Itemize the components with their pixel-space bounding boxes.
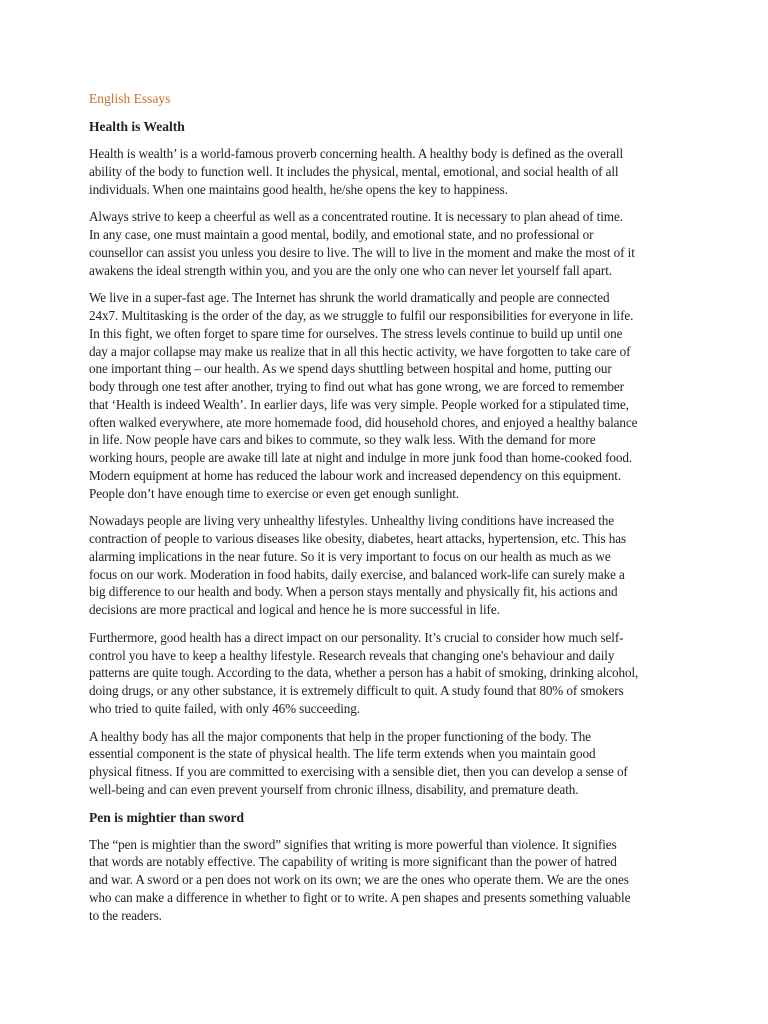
paragraph-line: awakens the ideal strength within you, and you are the only one who can never let yourself fall apart. (89, 262, 612, 278)
paragraph-line: counsellor can assist you unless you desire to live. The will to live in the moment and make the most of it (89, 244, 635, 260)
paragraph-line: People don’t have enough time to exercise or even get enough sunlight. (89, 485, 459, 501)
essay-paragraph (89, 512, 679, 619)
paragraph-line: The “pen is mightier than the sword” signifies that writing is more powerful than violence. It signifies (89, 836, 617, 852)
paragraph-line: Furthermore, good health has a direct impact on our personality. It’s crucial to consider how much self- (89, 629, 624, 645)
paragraph-line: control you have to keep a healthy lifestyle. Research reveals that changing one's behaviour and daily (89, 647, 615, 663)
paragraph-line: working hours, people are awake till late at night and indulge in more junk food than home-cooked food. (89, 450, 633, 465)
paragraph-line: In this fight, we often forget to spare time for ourselves. The stress levels continue to build up until one (89, 325, 623, 341)
document-header: English Essays (89, 91, 171, 106)
paragraph-line: ability of the body to function well. It includes the physical, mental, emotional, and social health of all (89, 163, 619, 179)
document-page (89, 90, 679, 934)
paragraph-line: that ‘Health is indeed Wealth’. In earlier days, life was very simple. People worked for a stipulated time, (89, 396, 629, 412)
paragraph-line: Nowadays people are living very unhealthy lifestyles. Unhealthy living conditions have increased the (89, 513, 615, 529)
paragraph-line: one important thing – our health. As we spend days shuttling between hospital and home, putting our (89, 361, 612, 377)
paragraph-line: Health is wealth’ is a world-famous proverb concerning health. A healthy body is defined as the overall (89, 146, 624, 161)
paragraph-line: who tried to quite failed, with only 46% succeeding. (89, 700, 360, 716)
essay-section (89, 809, 679, 925)
paragraph-line: Always strive to keep a cheerful as well as a concentrated routine. It is necessary to plan ahead of time. (89, 209, 623, 225)
paragraph-line: focus on our work. Moderation in food habits, daily exercise, and balanced work-life can surely make a (89, 566, 625, 582)
paragraph-line: 24x7. Multitasking is the order of the day, as we struggle to fulfil our responsibilities for everyone in life. (89, 308, 634, 323)
paragraph-line: We live in a super-fast age. The Internet has shrunk the world dramatically and people are connected (89, 290, 610, 306)
paragraph-line: In any case, one must maintain a good mental, bodily, and emotional state, and no professional or (89, 227, 594, 242)
paragraph-line: often walked everywhere, ate more homemade food, did household chores, and enjoyed a healthy balance (89, 414, 638, 430)
paragraph-line: body through one test after another, trying to find out what has gone wrong, we are forced to remember (89, 379, 624, 394)
paragraph-line: physical fitness. If you are committed to exercising with a sensible diet, then you can develop a sense of (89, 764, 628, 779)
paragraph-line: contraction of people to various diseases like obesity, diabetes, heart attacks, hypertension, etc. This has (89, 531, 627, 546)
paragraph-line: doing drugs, or any other substance, it is extremely difficult to quit. A study found that 80% of smokers (89, 683, 624, 698)
paragraph-line: day a major collapse may make us realize that in all this hectic activity, we have forgotten to take care of (89, 343, 631, 359)
essay-paragraph (89, 629, 679, 718)
paragraph-line: who can make a difference in whether to fight or to write. A pen shapes and presents something valuable (89, 889, 631, 905)
paragraph-line: Modern equipment at home has reduced the labour work and increased dependency on this equipment. (89, 467, 622, 483)
paragraph-line: alarming implications in the near future. So it is very important to focus on our health as much as we (89, 548, 611, 564)
essay-paragraph (89, 208, 679, 279)
essay-paragraph (89, 728, 679, 799)
paragraph-line: well-being and can even prevent yourself from chronic illness, disability, and premature death. (89, 781, 579, 797)
paragraph-line: and war. A sword or a pen does not work on its own; we are the ones who operate them. We are the ones (89, 872, 629, 887)
paragraph-line: in life. Now people have cars and bikes to commute, so they walk less. With the demand for more (89, 432, 596, 448)
paragraph-line: patterns are quite tough. According to the data, whether a person has a habit of smoking, drinking alcohol, (89, 665, 639, 681)
essay-paragraph (89, 145, 679, 198)
paragraph-line: big difference to our health and body. When a person stays mentally and physically fit, his actions and (89, 584, 618, 600)
essay-title: Pen is mightier than sword (89, 809, 245, 825)
essay-title: Health is Wealth (89, 119, 185, 134)
paragraph-line: A healthy body has all the major components that help in the proper functioning of the body. The (89, 728, 592, 744)
document-body (89, 118, 679, 924)
paragraph-line: decisions are more practical and logical and hence he is more successful in life. (89, 602, 500, 617)
paragraph-line: that words are notably effective. The capability of writing is more significant than the power of hatred (89, 854, 617, 870)
paragraph-line: essential component is the state of physical health. The life term extends when you maintain good (89, 746, 596, 762)
essay-paragraph (89, 836, 679, 925)
paragraph-line: to the readers. (89, 907, 162, 923)
essay-section (89, 118, 679, 799)
paragraph-line: individuals. When one maintains good health, he/she opens the key to happiness. (89, 181, 508, 197)
essay-paragraph (89, 289, 679, 502)
